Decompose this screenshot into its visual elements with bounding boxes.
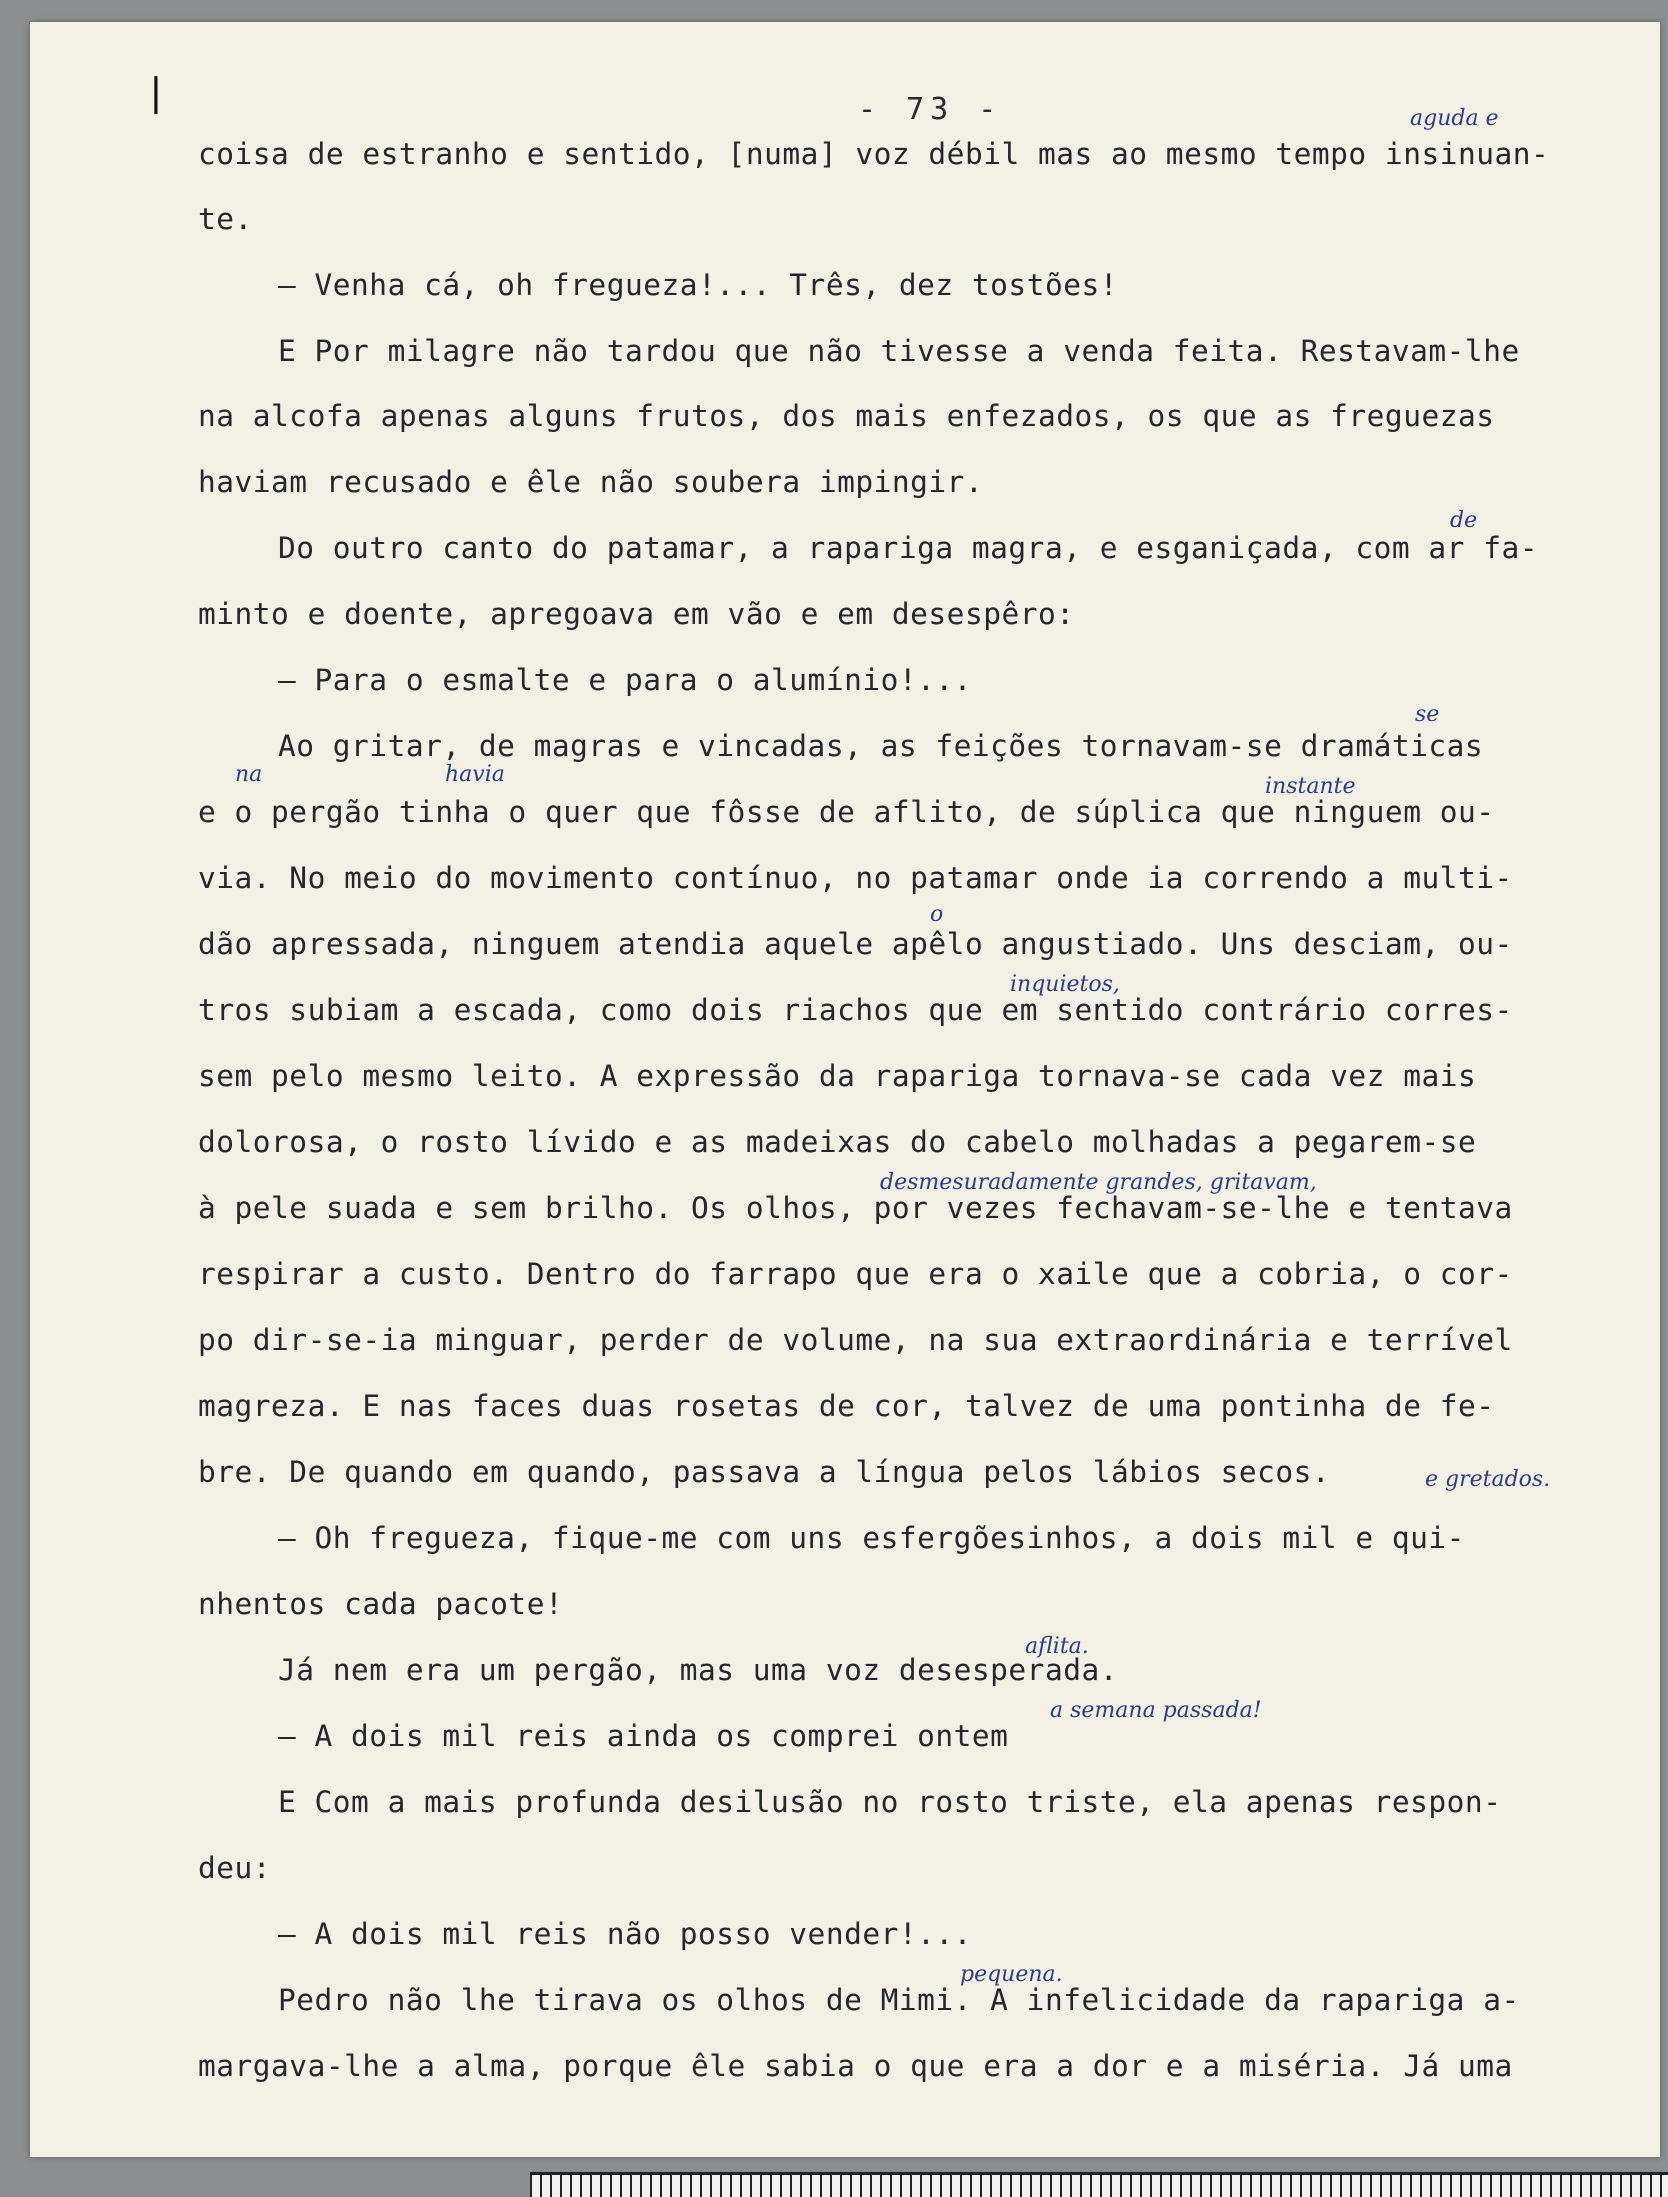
text-line: — Oh fregueza, fique-me com uns esfergõesinhos, a dois mil e qui- — [278, 1521, 1465, 1555]
text-line: po dir-se-ia minguar, perder de volume, na sua extraordinária e terrível — [198, 1323, 1513, 1357]
text-line: — Venha cá, oh fregueza!... Três, dez tostões! — [278, 268, 1118, 302]
page-number: - 73 - — [858, 92, 1003, 127]
text-line: E Com a mais profunda desilusão no rosto triste, ela apenas respon- — [278, 1785, 1502, 1819]
text-line: nhentos cada pacote! — [198, 1587, 564, 1621]
text-line: coisa de estranho e sentido, [numa] voz débil mas ao mesmo tempo insinuan- — [198, 137, 1550, 171]
text-line: Pedro não lhe tirava os olhos de Mimi. A infelicidade da rapariga a- — [278, 1983, 1520, 2017]
text-line: minto e doente, apregoava em vão e em desespêro: — [198, 597, 1075, 631]
text-line: Já nem era um pergão, mas uma voz desesperada. — [278, 1653, 1118, 1687]
annotation-instante: instante — [1265, 774, 1356, 799]
annotation-aguda: aguda e — [1410, 106, 1499, 131]
text-line: Do outro canto do patamar, a rapariga magra, e esganiçada, com ar fa- — [278, 531, 1538, 565]
annotation-pequena: pequena. — [960, 1962, 1063, 1987]
text-line: à pele suada e sem brilho. Os olhos, por vezes fechavam-se-lhe e tentava — [198, 1191, 1513, 1225]
text-line: haviam recusado e êle não soubera impingir. — [198, 465, 984, 499]
text-line: te. — [198, 202, 253, 236]
annotation-de: de — [1450, 508, 1478, 533]
annotation-se: se — [1415, 702, 1440, 727]
margin-mark: ❘ — [140, 70, 172, 114]
text-line: tros subiam a escada, como dois riachos que em sentido contrário corres- — [198, 993, 1513, 1027]
typewritten-page — [30, 22, 1660, 2157]
text-line: E Por milagre não tardou que não tivesse a venda feita. Restavam-lhe — [278, 334, 1520, 368]
annotation-gretados: e gretados. — [1425, 1467, 1551, 1492]
annotation-havia: havia — [445, 762, 505, 787]
text-line: dão apressada, ninguem atendia aquele apêlo angustiado. Uns desciam, ou- — [198, 927, 1513, 961]
annotation-aflita: aflita. — [1025, 1634, 1089, 1659]
annotation-na: na — [235, 762, 263, 787]
text-line: bre. De quando em quando, passava a língua pelos lábios secos. — [198, 1455, 1331, 1489]
text-line: via. No meio do movimento contínuo, no patamar onde ia correndo a multi- — [198, 861, 1513, 895]
text-line: magreza. E nas faces duas rosetas de cor, talvez de uma pontinha de fe- — [198, 1389, 1495, 1423]
text-line: dolorosa, o rosto lívido e as madeixas do cabelo molhadas a pegarem-se — [198, 1125, 1477, 1159]
annotation-semana-passada: a semana passada! — [1050, 1698, 1262, 1723]
text-line: — A dois mil reis ainda os comprei ontem — [278, 1719, 1009, 1753]
text-line: Ao gritar, de magras e vincadas, as feições tornavam-se dramáticas — [278, 729, 1484, 763]
scale-ruler — [530, 2172, 1668, 2197]
text-line: — A dois mil reis não posso vender!... — [278, 1917, 972, 1951]
text-line: na alcofa apenas alguns frutos, dos mais enfezados, os que as freguezas — [198, 399, 1495, 433]
text-line: deu: — [198, 1851, 272, 1885]
annotation-o: o — [930, 902, 944, 927]
annotation-inquietos: inquietos, — [1010, 972, 1120, 997]
text-line: respirar a custo. Dentro do farrapo que era o xaile que a cobria, o cor- — [198, 1257, 1513, 1291]
text-line: margava-lhe a alma, porque êle sabia o que era a dor e a miséria. Já uma — [198, 2049, 1513, 2083]
text-line: sem pelo mesmo leito. A expressão da rapariga tornava-se cada vez mais — [198, 1059, 1477, 1093]
text-line: — Para o esmalte e para o alumínio!... — [278, 663, 972, 697]
annotation-desmesuradamente: desmesuradamente grandes, gritavam, — [880, 1170, 1317, 1195]
text-line: e o pergão tinha o quer que fôsse de aflito, de súplica que ninguem ou- — [198, 795, 1495, 829]
